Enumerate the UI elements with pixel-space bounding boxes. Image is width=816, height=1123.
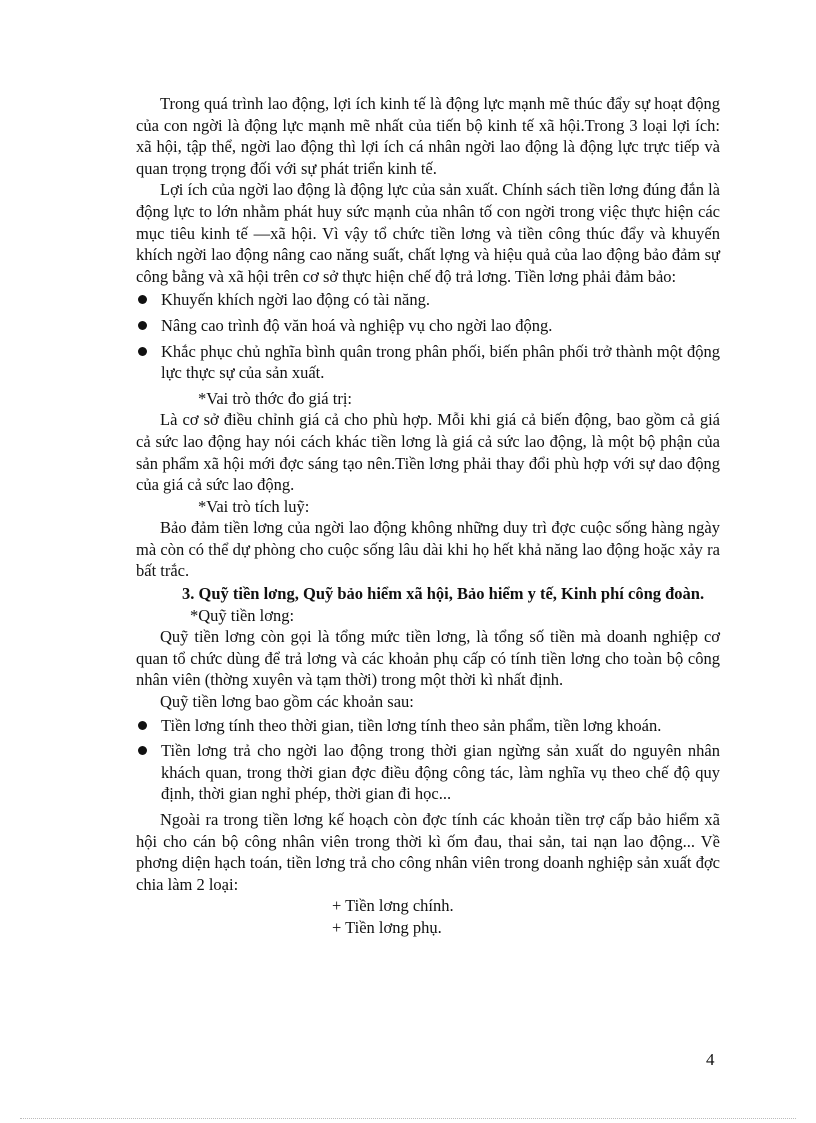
paragraph-thuoc-do: Là cơ sở điều chỉnh giá cả cho phù hợp. Mỗi khi giá cả biến động, bao gồm cả giá cả sức lao động hay nói cách khác tiền lơng là giá cả sức lao động, là một bộ phận của sản phẩm xã hội mới đợc sáng tạo nên.Tiền lơng phải thay đổi phù hợp với sự dao động của giá cả sức lao động. — [136, 410, 720, 495]
bullet-list-tien-luong-dam-bao — [136, 289, 720, 383]
paragraph-quy-tien-luong: Quỹ tiền lơng còn gọi là tổng mức tiền lơng, là tổng số tiền mà doanh nghiệp cơ quan tổ chức dùng để trả lơng và các khoản phụ cấp có tính tiền lơng cho toàn bộ công nhân viên (thờng xuyên và tạm thời) trong một thời kì nhất định. — [136, 627, 720, 690]
bullet-icon — [138, 295, 147, 304]
page-number: 4 — [706, 1050, 715, 1069]
bullet-item: Khuyến khích ngời lao động có tài năng. — [136, 289, 720, 311]
bullet-item: Tiền lơng tính theo thời gian, tiền lơng tính theo sản phẩm, tiền lơng khoán. — [136, 715, 720, 737]
item-tien-luong-chinh: + Tiền lơng chính. — [332, 896, 454, 916]
label-vai-tro-tich-luy: *Vai trò tích luỹ: — [198, 496, 310, 516]
label-quy-tien-luong: *Quỹ tiền lơng: — [190, 605, 295, 625]
paragraph-tich-luy: Bảo đảm tiền lơng của ngời lao động không những duy trì đợc cuộc sống hàng ngày mà còn có thể dự phòng cho cuộc sống lâu dài khi họ hết khả năng lao động hoặc xảy ra bất trắc. — [136, 518, 720, 581]
bullet-icon — [138, 746, 147, 755]
bullet-item: Tiền lơng trả cho ngời lao động trong thời gian ngừng sản xuất do nguyên nhân khách quan, trong thời gian đợc điều động công tác, làm nghĩa vụ theo chế độ quy định, thời gian nghỉ phép, thời gian đi học... — [136, 740, 720, 805]
bullet-icon — [138, 721, 147, 730]
paragraph-cac-khoan: Quỹ tiền lơng bao gồm các khoản sau: — [160, 692, 414, 712]
section-heading-3: 3. Quỹ tiền lơng, Quỹ bảo hiểm xã hội, Bảo hiểm y tế, Kinh phí công đoàn. — [182, 584, 705, 604]
paragraph-loi-ich-kinh-te: Trong quá trình lao động, lợi ích kinh tế là động lực mạnh mẽ thúc đẩy sự hoạt động của con ngời là động lực mạnh mẽ nhất của tiến bộ kinh tế xã hội.Trong 3 loại lợi ích: xã hội, tập thể, ngời lao động thì lợi ích cá nhân ngời lao động là động lực trực tiếp và quan trọng trọng đối với sự phát triển kinh tế. — [136, 94, 720, 178]
paragraph-loi-ich-nguoi-lao-dong: Lợi ích của ngời lao động là động lực của sản xuất. Chính sách tiền lơng đúng đắn là động lực to lớn nhằm phát huy sức mạnh của nhân tố con ngời trong việc thực hiện các mục tiêu kinh tế —xã hội. Vì vậy tổ chức tiền lơng và tiền công thúc đẩy và khuyến khích ngời lao động nâng cao năng suất, chất lợng và hiệu quả của lao động bảo đảm sự công bằng và xã hội trên cơ sở thực hiện chế độ trả lơng. Tiền lơng phải đảm bảo: — [136, 180, 720, 286]
item-tien-luong-phu: + Tiền lơng phụ. — [332, 917, 442, 937]
page-bottom-border — [20, 1118, 796, 1119]
bullet-item: Khắc phục chủ nghĩa bình quân trong phân phối, biến phân phối trở thành một động lực thực sự của sản xuất. — [136, 341, 720, 384]
page-body — [136, 93, 720, 939]
bullet-icon — [138, 321, 147, 330]
label-vai-tro-thuoc-do: *Vai trò thớc đo giá trị: — [198, 388, 352, 408]
bullet-list-cac-khoan — [136, 715, 720, 805]
bullet-item: Nâng cao trình độ văn hoá và nghiệp vụ cho ngời lao động. — [136, 315, 720, 337]
bullet-icon — [138, 347, 147, 356]
paragraph-ngoai-ra: Ngoài ra trong tiền lơng kế hoạch còn đợc tính các khoản tiền trợ cấp bảo hiểm xã hội cho cán bộ công nhân viên trong thời kì ốm đau, thai sản, tai nạn lao động... Về phơng diện hạch toán, tiền lơng trả cho công nhân viên trong doanh nghiệp sản xuất đợc chia làm 2 loại: — [136, 810, 720, 894]
